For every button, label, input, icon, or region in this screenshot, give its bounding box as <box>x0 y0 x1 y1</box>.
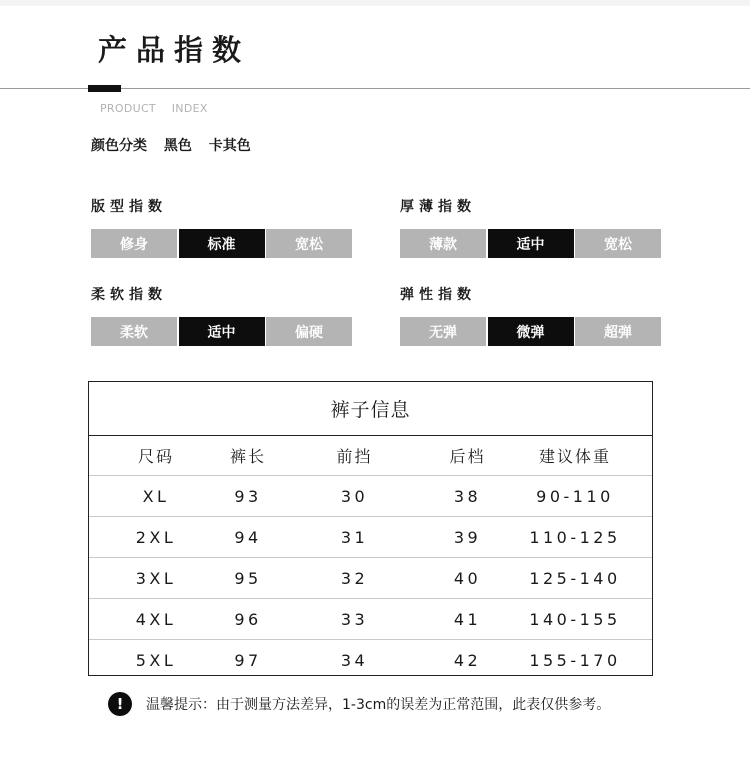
column-header-length: 裤长 <box>229 447 266 466</box>
cell-length: 96 <box>234 609 262 629</box>
thickness-option-thin: 薄款 <box>400 229 486 258</box>
size-table-title: 裤子信息 <box>89 382 652 436</box>
cell-front-rise: 33 <box>340 609 369 629</box>
cell-suggested-weight: 125-140 <box>529 568 621 588</box>
elasticity-option-high: 超弹 <box>575 317 661 346</box>
fit-option-slim: 修身 <box>91 229 177 258</box>
cell-size: 4XL <box>135 609 177 629</box>
table-row <box>89 599 652 640</box>
size-table <box>88 381 653 676</box>
cell-back-rise: 40 <box>453 568 482 588</box>
table-row <box>89 517 652 558</box>
softness-option-soft: 柔软 <box>91 317 177 346</box>
cell-size: 5XL <box>135 650 177 670</box>
cell-suggested-weight: 140-155 <box>529 609 621 629</box>
cell-back-rise: 38 <box>453 486 482 506</box>
thickness-index-label: 厚薄指数 <box>400 199 476 215</box>
cell-size: 2XL <box>135 527 177 547</box>
page-subtitle: PRODUCT INDEX <box>100 102 208 115</box>
cell-size: XL <box>142 486 170 506</box>
cell-length: 95 <box>234 568 262 588</box>
cell-suggested-weight: 110-125 <box>529 527 621 547</box>
cell-back-rise: 42 <box>453 650 482 670</box>
elasticity-index-label: 弹性指数 <box>400 287 476 303</box>
thickness-option-loose: 宽松 <box>575 229 661 258</box>
color-category-label: 颜色分类 <box>91 138 147 154</box>
cell-length: 93 <box>234 486 262 506</box>
cell-front-rise: 32 <box>340 568 369 588</box>
size-table-header-row <box>89 436 652 476</box>
title-accent-bar <box>88 85 121 92</box>
column-header-back-rise: 后档 <box>449 447 486 466</box>
cell-size: 3XL <box>135 568 177 588</box>
thickness-option-medium: 适中 <box>488 229 574 258</box>
softness-index-scale <box>91 317 352 346</box>
column-header-size: 尺码 <box>137 447 174 466</box>
notice-text: 温馨提示：由于测量方法差异，1-3cm的误差为正常范围，此表仅供参考。 <box>146 697 611 713</box>
thickness-index-scale <box>400 229 661 258</box>
table-row <box>89 558 652 599</box>
fit-option-standard: 标准 <box>179 229 265 258</box>
color-option-khaki: 卡其色 <box>208 138 251 154</box>
cell-back-rise: 41 <box>453 609 482 629</box>
cell-front-rise: 31 <box>340 527 369 547</box>
cell-back-rise: 39 <box>453 527 482 547</box>
column-header-front-rise: 前挡 <box>336 447 373 466</box>
page-title: 产品指数 <box>98 33 251 67</box>
column-header-suggested-weight: 建议体重 <box>538 447 611 466</box>
color-category-row <box>91 135 263 155</box>
cell-front-rise: 30 <box>340 486 369 506</box>
softness-option-medium: 适中 <box>179 317 265 346</box>
top-strip <box>0 0 750 6</box>
color-option-black: 黑色 <box>163 138 192 154</box>
table-row <box>89 476 652 517</box>
exclamation-icon: ! <box>108 692 132 716</box>
cell-length: 97 <box>234 650 262 670</box>
elasticity-option-slight: 微弹 <box>488 317 574 346</box>
fit-index-scale <box>91 229 352 258</box>
softness-option-stiff: 偏硬 <box>266 317 352 346</box>
cell-length: 94 <box>234 527 262 547</box>
cell-suggested-weight: 155-170 <box>529 650 621 670</box>
softness-index-label: 柔软指数 <box>91 287 167 303</box>
measurement-notice <box>108 692 610 716</box>
elasticity-option-none: 无弹 <box>400 317 486 346</box>
fit-option-loose: 宽松 <box>266 229 352 258</box>
elasticity-index-scale <box>400 317 661 346</box>
table-row <box>89 640 652 680</box>
cell-suggested-weight: 90-110 <box>536 486 614 506</box>
fit-index-label: 版型指数 <box>91 199 167 215</box>
cell-front-rise: 34 <box>340 650 369 670</box>
